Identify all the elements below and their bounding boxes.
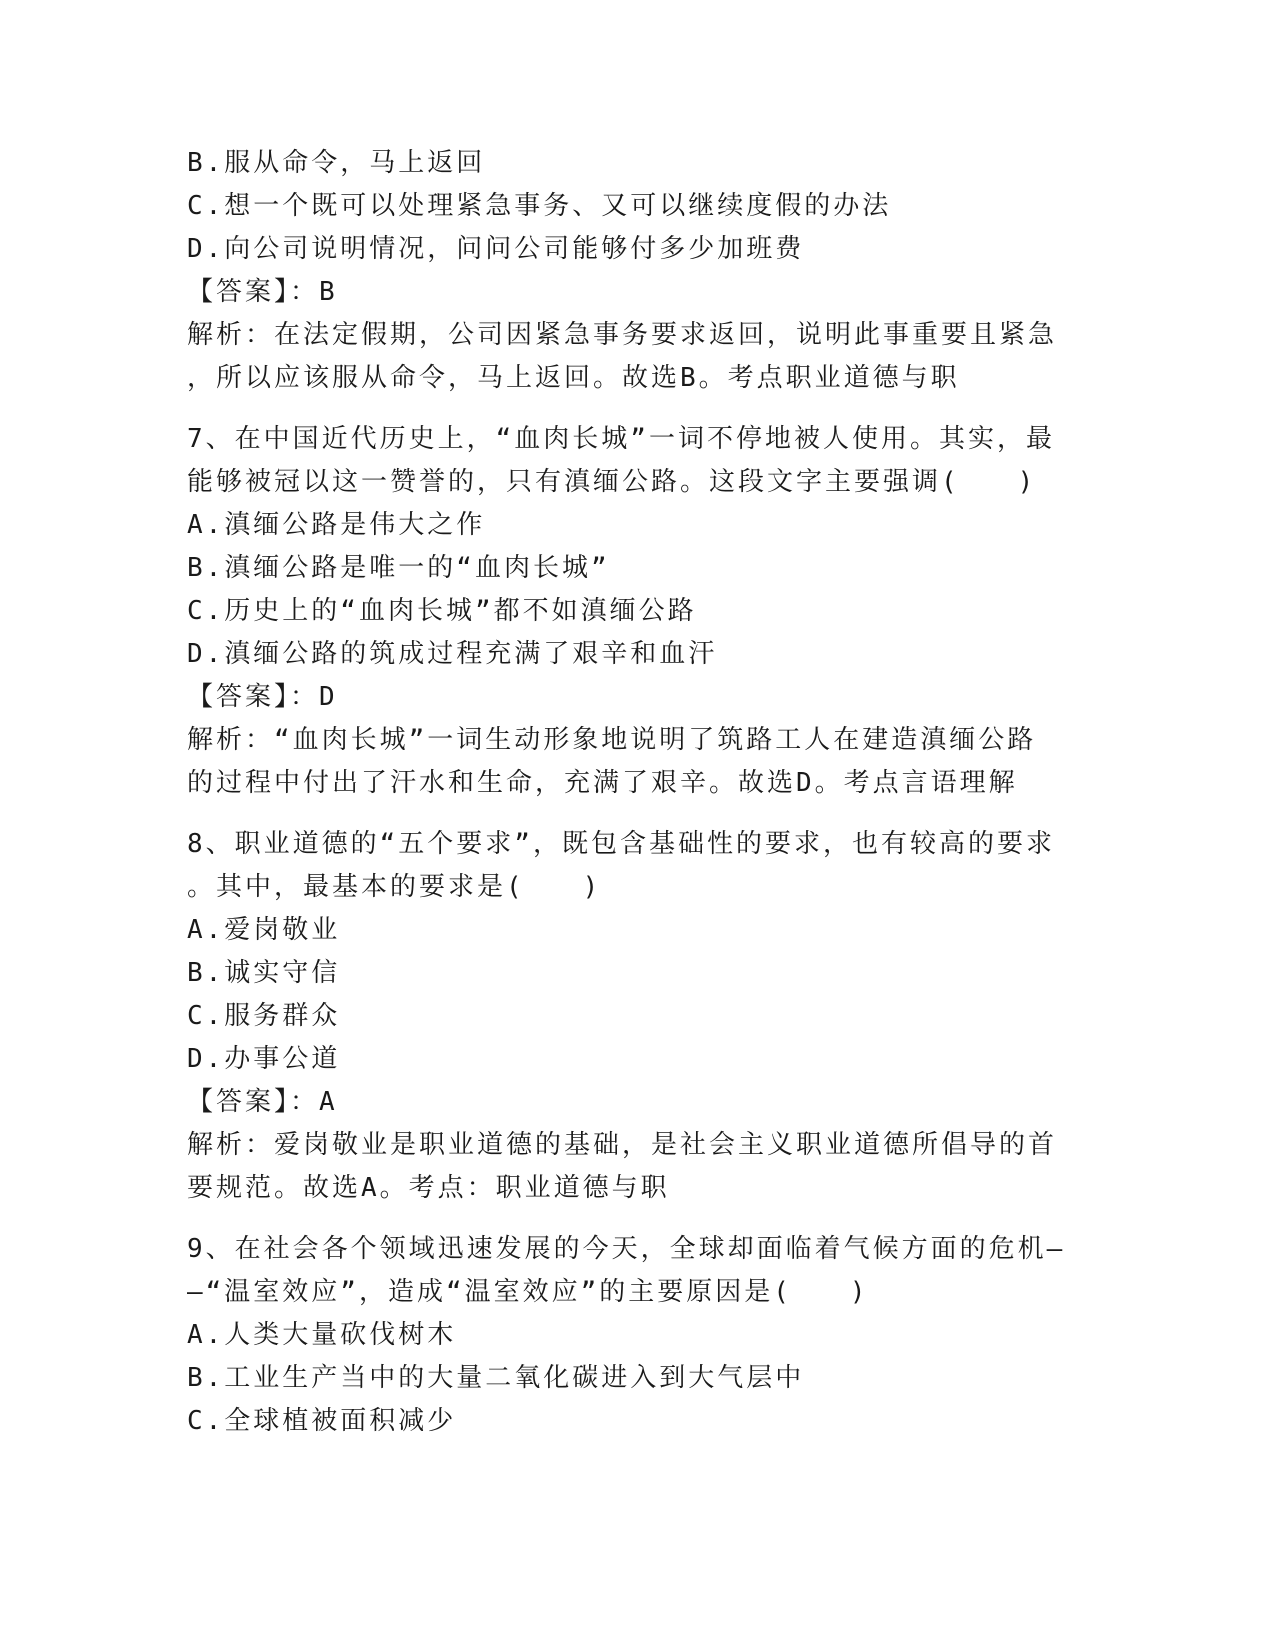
q7-answer: 【答案】：D: [187, 682, 338, 712]
document-content: [187, 142, 1087, 1443]
q8-option-c: C.服务群众: [187, 1001, 341, 1031]
q7-option-c: C.历史上的“血肉长城”都不如滇缅公路: [187, 596, 697, 626]
q7-stem-line-1: 7、在中国近代历史上，“血肉长城”一词不停地被人使用。其实，最: [187, 424, 1055, 454]
q7-option-b: B.滇缅公路是唯一的“血肉长城”: [187, 553, 610, 583]
q8-option-a: A.爱岗敬业: [187, 915, 341, 945]
q7-stem-line-2: 能够被冠以这一赞誉的，只有滇缅公路。这段文字主要强调( ): [187, 467, 1037, 497]
question-7: [187, 418, 1087, 805]
question-6-tail: [187, 142, 1087, 400]
q6-explanation-line-1: 解析：在法定假期，公司因紧急事务要求返回，说明此事重要且紧急: [187, 320, 1058, 350]
q8-answer: 【答案】：A: [187, 1087, 338, 1117]
q8-explanation-line-2: 要规范。故选A。考点：职业道德与职: [187, 1173, 670, 1203]
q9-stem-line-1: 9、在社会各个领域迅速发展的今天，全球却面临着气候方面的危机—: [187, 1234, 1066, 1264]
q8-option-b: B.诚实守信: [187, 958, 341, 988]
q7-explanation-line-2: 的过程中付出了汗水和生命，充满了艰辛。故选D。考点言语理解: [187, 768, 1018, 798]
q6-option-d: D.向公司说明情况，问问公司能够付多少加班费: [187, 234, 805, 264]
q6-explanation-line-2: ，所以应该服从命令，马上返回。故选B。考点职业道德与职: [187, 363, 960, 393]
q6-option-b: B.服从命令，马上返回: [187, 148, 486, 178]
question-8: [187, 823, 1087, 1210]
q8-explanation-line-1: 解析：爱岗敬业是职业道德的基础，是社会主义职业道德所倡导的首: [187, 1130, 1058, 1160]
spacer: [187, 1210, 1087, 1228]
q8-stem-line-1: 8、职业道德的“五个要求”，既包含基础性的要求，也有较高的要求: [187, 829, 1055, 859]
q9-option-a: A.人类大量砍伐树木: [187, 1320, 457, 1350]
q9-option-c: C.全球植被面积减少: [187, 1406, 457, 1436]
q6-answer: 【答案】：B: [187, 277, 338, 307]
spacer: [187, 805, 1087, 823]
q8-option-d: D.办事公道: [187, 1044, 341, 1074]
question-9: [187, 1228, 1087, 1443]
q9-option-b: B.工业生产当中的大量二氧化碳进入到大气层中: [187, 1363, 805, 1393]
q7-explanation-line-1: 解析：“血肉长城”一词生动形象地说明了筑路工人在建造滇缅公路: [187, 725, 1037, 755]
spacer: [187, 400, 1087, 418]
q9-stem-line-2: —“温室效应”，造成“温室效应”的主要原因是( ): [187, 1277, 869, 1307]
q6-option-c: C.想一个既可以处理紧急事务、又可以继续度假的办法: [187, 191, 892, 221]
q7-option-a: A.滇缅公路是伟大之作: [187, 510, 486, 540]
q7-option-d: D.滇缅公路的筑成过程充满了艰辛和血汗: [187, 639, 718, 669]
q8-stem-line-2: 。其中，最基本的要求是( ): [187, 872, 602, 902]
